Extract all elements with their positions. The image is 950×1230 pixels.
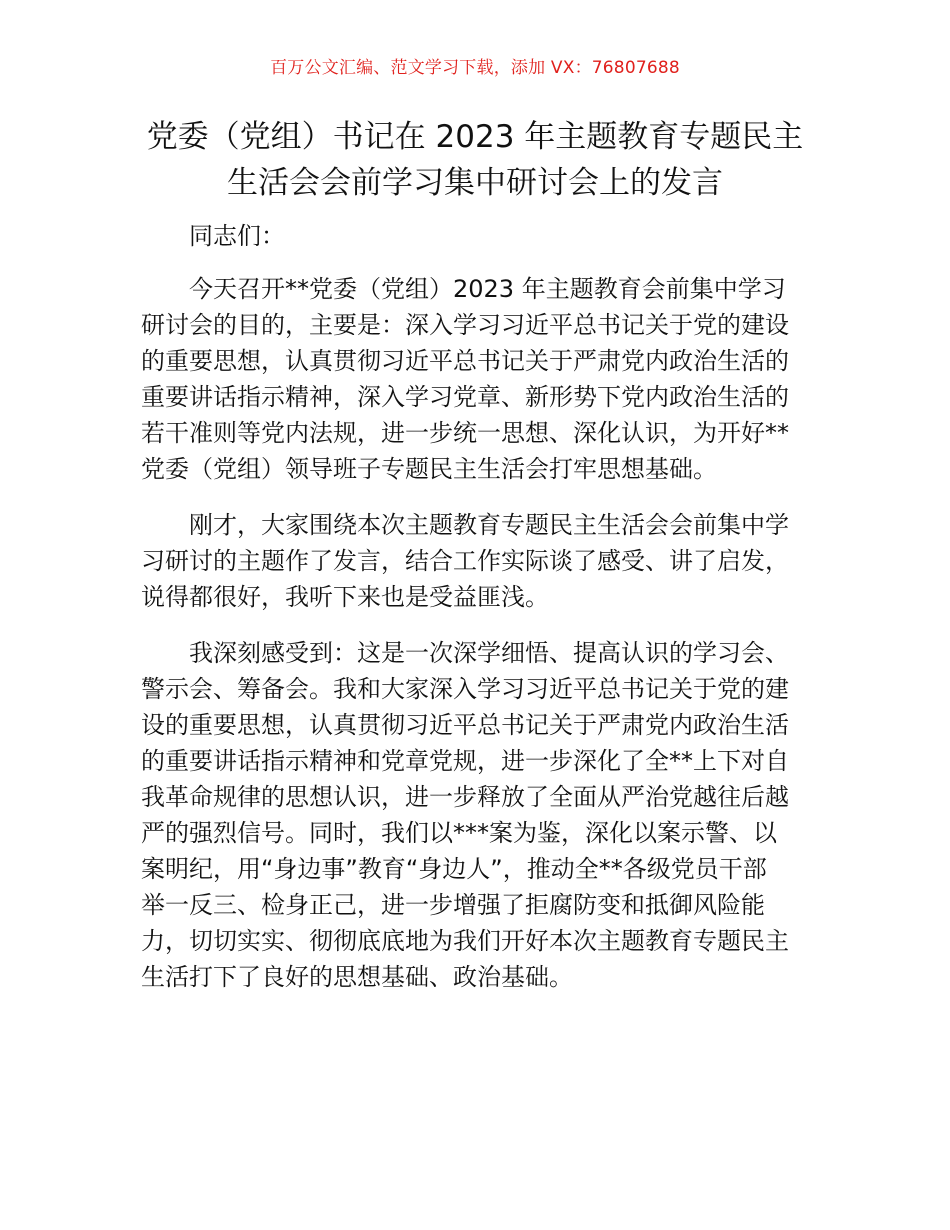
paragraph-line: 我革命规律的思想认识，进一步释放了全面从严治党越往后越 (141, 783, 789, 811)
salutation: 同志们： (189, 222, 285, 250)
paragraph-line: 重要讲话指示精神，深入学习党章、新形势下党内政治生活的 (141, 383, 789, 411)
paragraph-line: 设的重要思想，认真贯彻习近平总书记关于严肃党内政治生活 (141, 711, 789, 739)
document-body (141, 218, 813, 1015)
paragraph-line: 若干准则等党内法规，进一步统一思想、深化认识，为开好** (141, 419, 789, 447)
paragraph-line: 的重要讲话指示精神和党章党规，进一步深化了全**上下对自 (141, 747, 789, 775)
title-line-2: 生活会会前学习集中研讨会上的发言 (227, 165, 723, 201)
paragraph-line: 党委（党组）领导班子专题民主生活会打牢思想基础。 (141, 455, 717, 483)
paragraph-line: 严的强烈信号。同时，我们以***案为鉴，深化以案示警、以 (141, 819, 777, 847)
paragraph-line: 举一反三、检身正己，进一步增强了拒腐防变和抵御风险能 (141, 891, 765, 919)
paragraph-line: 刚才，大家围绕本次主题教育专题民主生活会会前集中学 (189, 511, 789, 539)
paragraph-line: 生活打下了良好的思想基础、政治基础。 (141, 963, 573, 991)
paragraph-line: 研讨会的目的，主要是：深入学习习近平总书记关于党的建设 (141, 311, 789, 339)
paragraph-line: 的重要思想，认真贯彻习近平总书记关于严肃党内政治生活的 (141, 347, 789, 375)
paragraph-3 (141, 635, 813, 995)
document-title (120, 114, 830, 206)
paragraph-line: 我深刻感受到：这是一次深学细悟、提高认识的学习会、 (189, 639, 789, 667)
title-line-1: 党委（党组）书记在 2023 年主题教育专题民主 (146, 119, 804, 155)
header-banner: 百万公文汇编、范文学习下载，添加 VX：76807688 (270, 58, 680, 78)
paragraph-line: 力，切切实实、彻彻底底地为我们开好本次主题教育专题民主 (141, 927, 789, 955)
paragraph-1 (141, 271, 813, 487)
paragraph-line: 警示会、筹备会。我和大家深入学习习近平总书记关于党的建 (141, 675, 789, 703)
paragraph-line: 习研讨的主题作了发言，结合工作实际谈了感受、讲了启发， (141, 547, 789, 575)
paragraph-line: 今天召开**党委（党组）2023 年主题教育会前集中学习 (189, 275, 786, 303)
paragraph-line: 案明纪，用“身边事”教育“身边人”，推动全**各级党员干部 (141, 855, 767, 883)
paragraph-line: 说得都很好，我听下来也是受益匪浅。 (141, 583, 549, 611)
paragraph-2 (141, 507, 813, 615)
